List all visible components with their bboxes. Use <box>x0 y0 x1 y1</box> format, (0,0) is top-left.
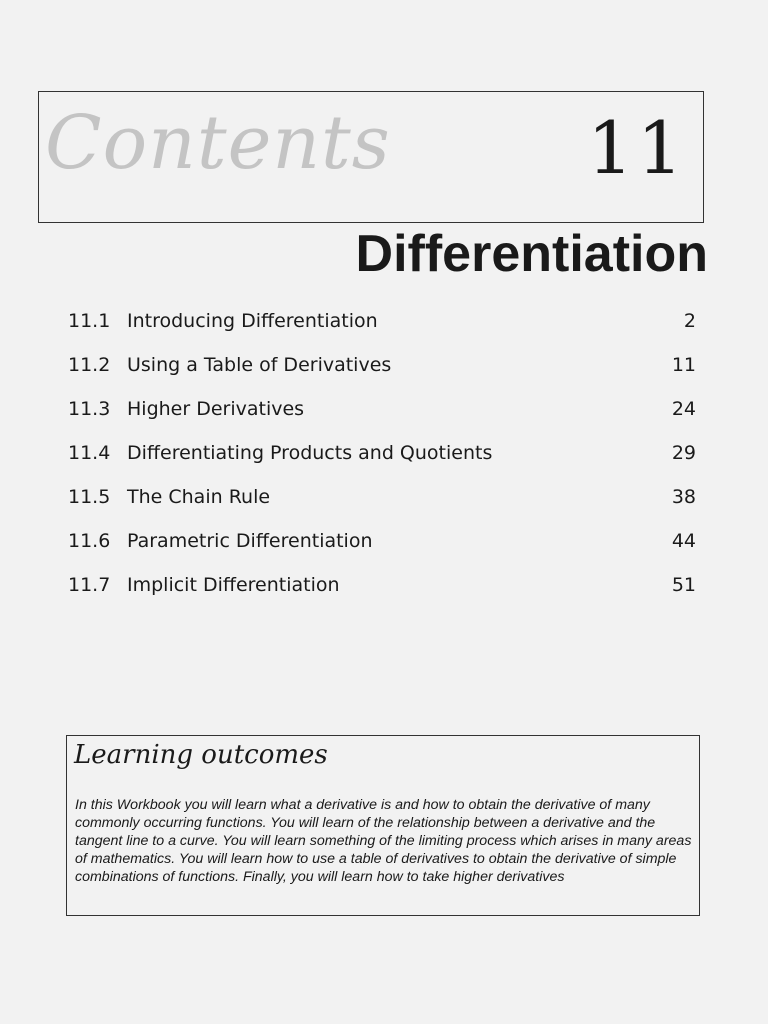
learning-outcomes-text: In this Workbook you will learn what a derivative is and how to obtain the derivative of many commonly occurring functions. You will learn of the relationship between a derivative and the tangent line to a curve. You will learn something of the limiting process which arises in many areas of mathematics. You will learn how to use a table of derivatives to obtain the derivative of simple combinations of functions. Finally, you will learn how to take higher derivatives <box>75 797 692 885</box>
contents-heading: Contents <box>45 100 391 186</box>
toc-entry-11-7[interactable] <box>68 574 696 618</box>
toc-page-number: 51 <box>671 574 696 596</box>
toc-section-number: 11.7 <box>68 574 111 596</box>
toc-entry-11-2[interactable] <box>68 354 696 398</box>
toc-section-title: Using a Table of Derivatives <box>127 354 392 376</box>
table-of-contents <box>68 310 696 618</box>
learning-outcomes-heading: Learning outcomes <box>74 740 328 770</box>
toc-section-title: The Chain Rule <box>127 486 271 508</box>
toc-section-number: 11.5 <box>68 486 111 508</box>
toc-page-number: 38 <box>671 486 696 508</box>
toc-page-number: 44 <box>671 530 696 552</box>
chapter-number: 11 <box>587 106 687 190</box>
toc-page-number: 29 <box>671 442 696 464</box>
toc-page-number: 11 <box>671 354 696 376</box>
toc-section-number: 11.6 <box>68 530 111 552</box>
toc-section-title: Differentiating Products and Quotients <box>127 442 493 464</box>
toc-entry-11-4[interactable] <box>68 442 696 486</box>
toc-entry-11-3[interactable] <box>68 398 696 442</box>
toc-entry-11-1[interactable] <box>68 310 696 354</box>
toc-section-title: Introducing Differentiation <box>127 310 378 332</box>
toc-section-number: 11.3 <box>68 398 111 420</box>
toc-entry-11-6[interactable] <box>68 530 696 574</box>
toc-section-number: 11.4 <box>68 442 111 464</box>
toc-section-title: Implicit Differentiation <box>127 574 340 596</box>
toc-page-number: 2 <box>683 310 696 332</box>
chapter-header-box <box>38 91 704 223</box>
toc-page-number: 24 <box>671 398 696 420</box>
learning-outcomes-box <box>66 735 700 916</box>
toc-section-title: Higher Derivatives <box>127 398 305 420</box>
toc-section-number: 11.1 <box>68 310 111 332</box>
toc-entry-11-5[interactable] <box>68 486 696 530</box>
toc-section-number: 11.2 <box>68 354 111 376</box>
chapter-title: Differentiation <box>355 225 708 283</box>
toc-section-title: Parametric Differentiation <box>127 530 373 552</box>
